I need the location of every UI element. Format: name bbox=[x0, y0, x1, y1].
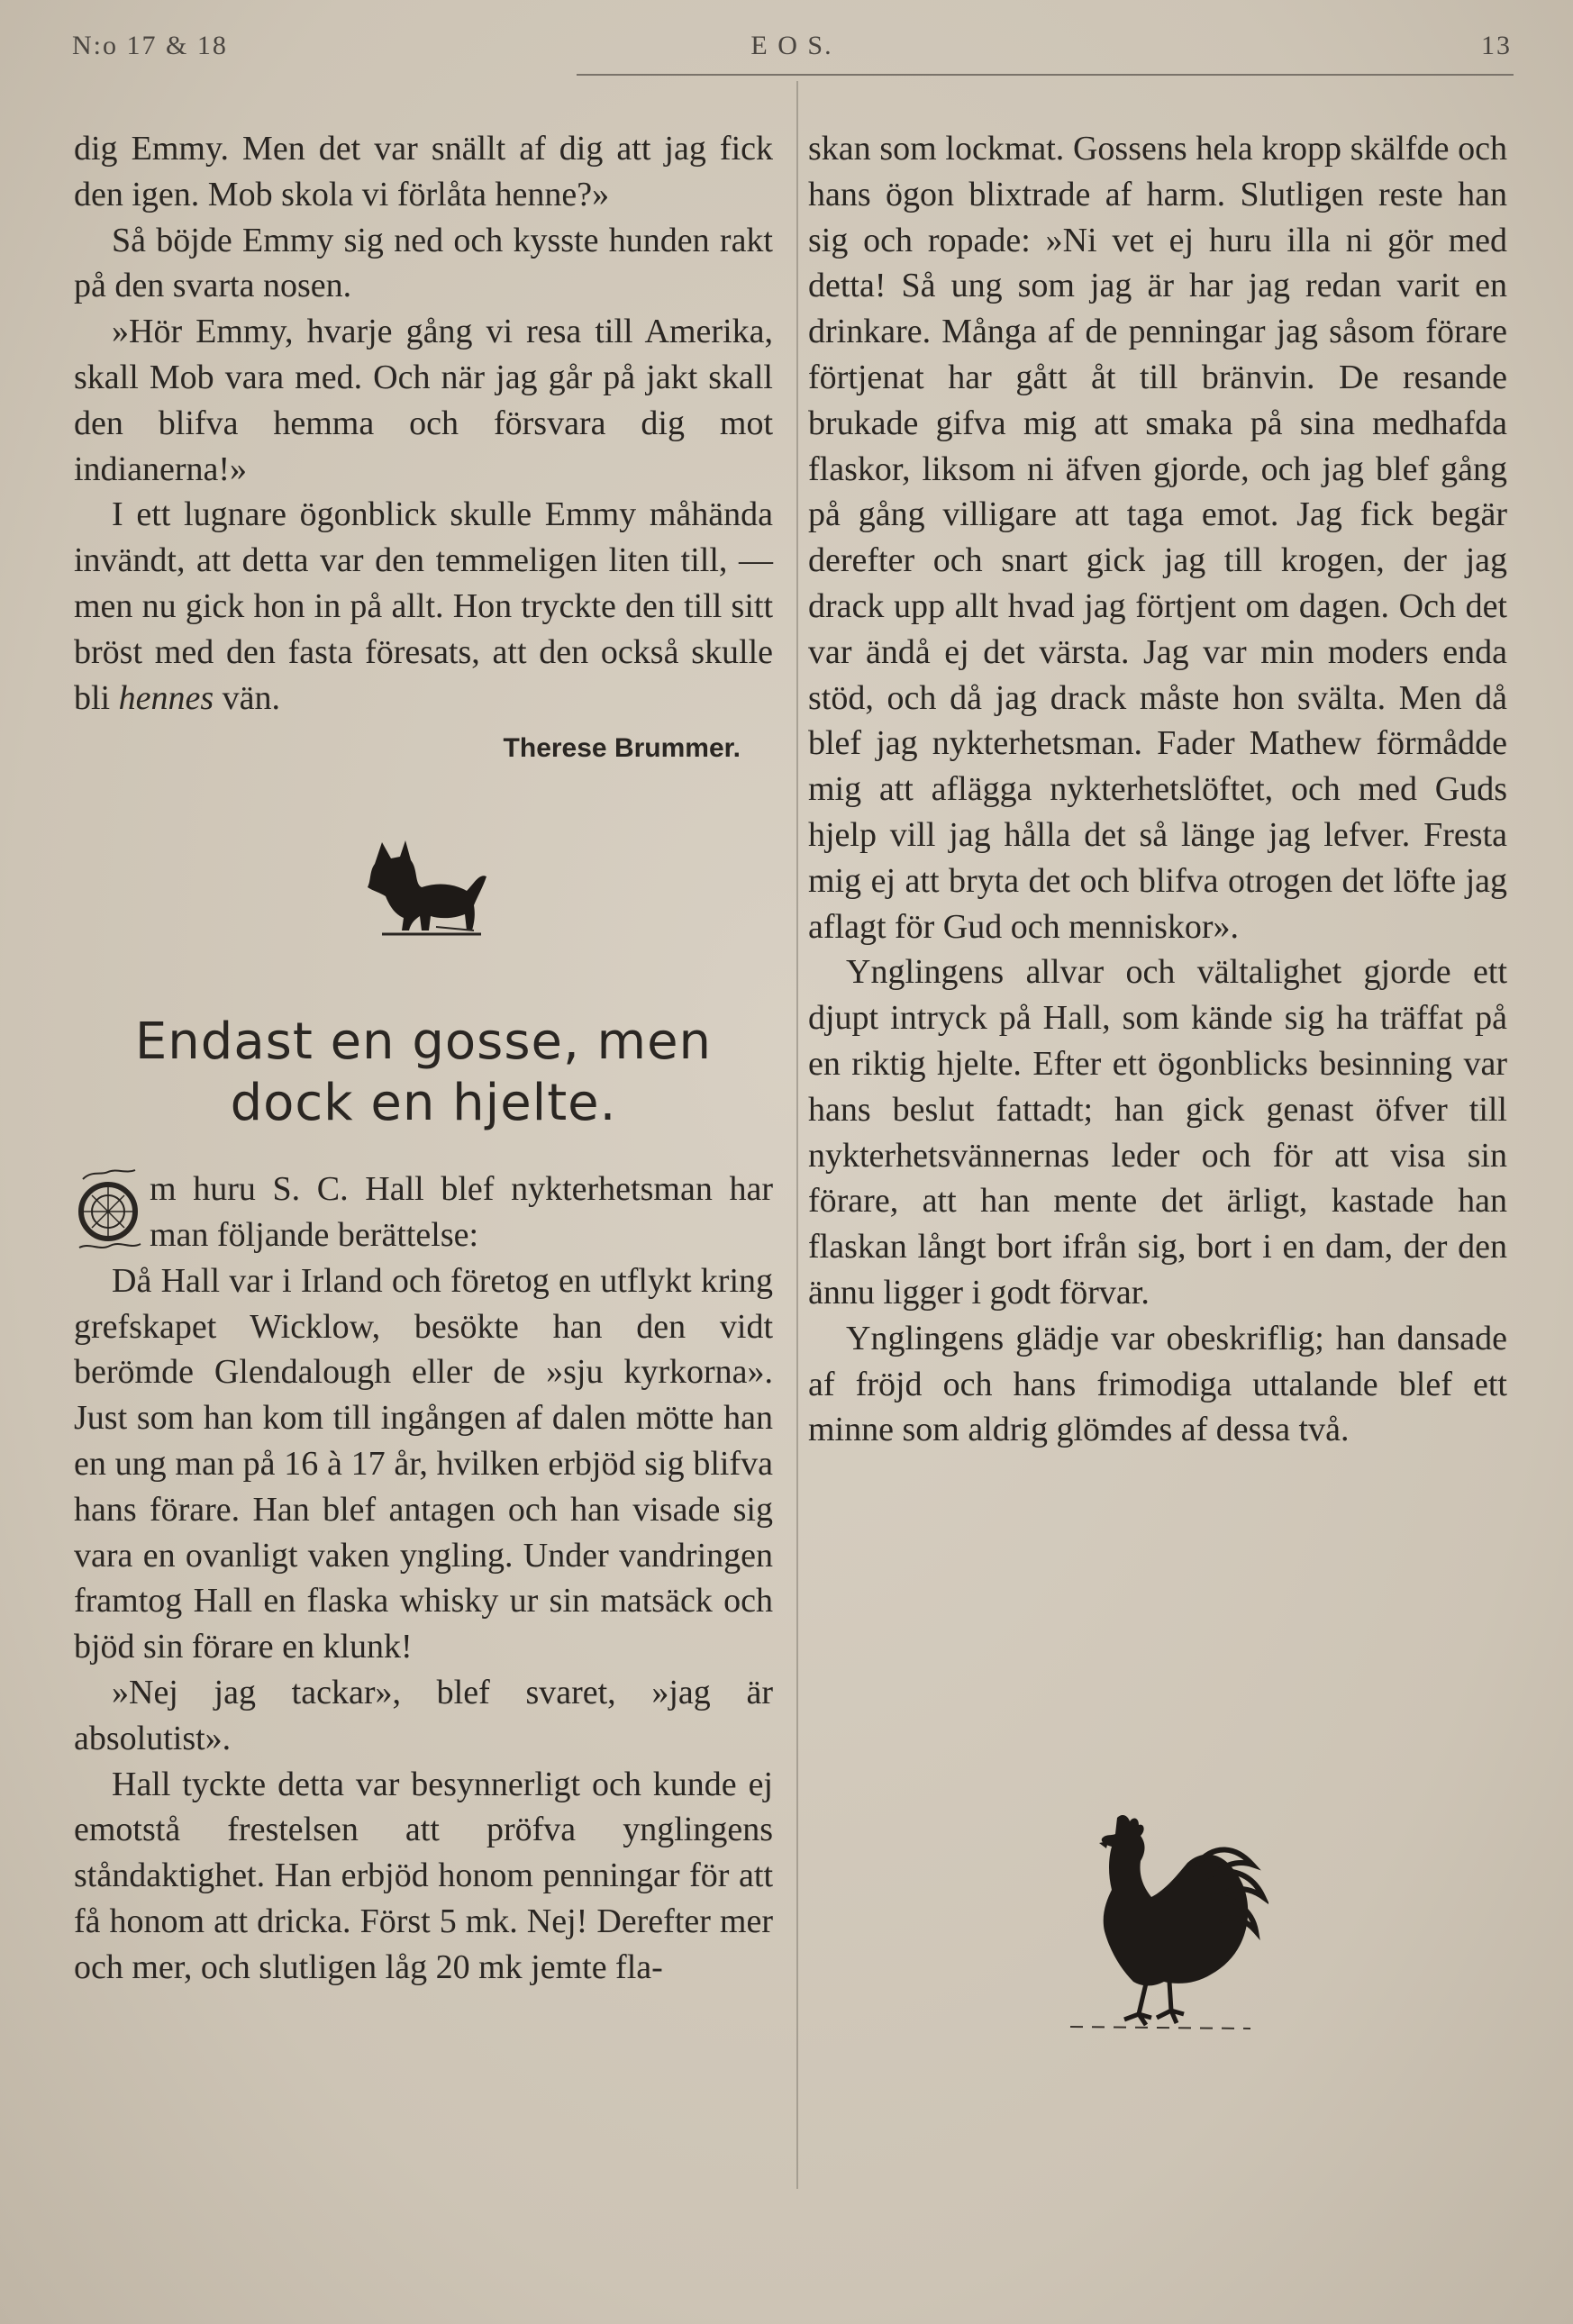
article-paragraph: Ynglingens allvar och vältalighet gjorde ett djupt intryck på Hall, som kände sig ha träffat på en riktig hjelte. Efter ett ögonblicks besinning var hans beslut fattadt; han gick genast öfver till nykterhetsvännernas leder och för att visa sin förare, att han mente det ärligt, kastade han flaskan långt bort ifrån sig, bort i en dam, der den ännu ligger i godt förvar. bbox=[808, 953, 1507, 1312]
article-paragraph-lead bbox=[74, 1167, 773, 1258]
author-signature: Therese Brummer. bbox=[503, 733, 741, 764]
article-paragraph: Ynglingens glädje var obeskriflig; han dansade af fröjd och hans frimodiga uttalande blef ett minne som aldrig glömdes af dessa två. bbox=[808, 1319, 1507, 1449]
journal-name: E O S. bbox=[750, 31, 833, 60]
header-rule bbox=[577, 74, 1514, 76]
dog-illustration bbox=[355, 837, 490, 938]
column-divider bbox=[796, 81, 798, 2189]
emphasis-word: hennes bbox=[118, 678, 214, 717]
page-header bbox=[72, 31, 1512, 76]
article-paragraph: Hall tyckte detta var besynnerligt och kunde ej emotstå frestelsen att pröfva ynglingens ståndaktighet. Han erbjöd honom penningar för att få honom att dricka. Först 5 mk. Nej! Derefter mer och mer, och slutligen låg 20 mk jemte fla- bbox=[74, 1765, 773, 1986]
rooster-illustration bbox=[1052, 1811, 1268, 2040]
issue-number: N:o 17 & 18 bbox=[72, 31, 228, 60]
article-lead-text: m huru S. C. Hall blef nykterhetsman har man följande berättelse: bbox=[150, 1170, 773, 1254]
story-paragraph: I ett lugnare ögonblick skulle Emmy måhända invändt, att detta var den temmeligen liten till, — men nu gick hon in på allt. Hon tryckte den till sitt bröst med den fasta föresats, att den också skulle bli hennes vän. bbox=[74, 495, 773, 717]
article-paragraph: »Nej jag tackar», blef svaret, »jag är absolutist». bbox=[74, 1673, 773, 1757]
article-paragraph: Då Hall var i Irland och företog en utflykt kring grefskapet Wicklow, besökte han den vidt berömde Glendalough eller de »sju kyrkorna». Just som han kom till ingången af dalen mötte han en ung man på 16 à 17 år, hvilken erbjöd sig blifva hans förare. Han blef antagen och han visade sig vara en ovanligt vaken yngling. Under vandringen framtog Hall en flaska whisky ur sin matsäck och bjöd sin förare en klunk! bbox=[74, 1261, 773, 1666]
story-paragraph: dig Emmy. Men det var snällt af dig att jag fick den igen. Mob skola vi förlåta henne?» bbox=[74, 130, 773, 213]
article-paragraph: skan som lockmat. Gossens hela kropp skälfde och hans ögon blixtrade af harm. Slutligen reste han sig och ropade: »Ni vet ej huru illa ni gör med detta! Så ung som jag är har jag redan varit en drinkare. Många af de penningar jag såsom förare förtjenat har gått åt till bränvin. De resande brukade gifva mig att smaka på sina medhafda flaskor, liksom ni äfven gjorde, och jag blef gång på gång villigare att taga emot. Jag fick begär derefter och snart gick jag till krogen, der jag drack upp allt hvad jag förtjent om dagen. Och det var ändå ej det värsta. Jag var min moders enda stöd, och då jag drack måste hon svälta. Men då blef jag nykterhetsman. Fader Mathew förmådde mig att aflägga nykterhetslöftet, och med Guds hjelp vill jag hålla det så länge jag lefver. Fresta mig ej att bryta det och blifva otrogen det löfte jag aflagt för Gud och menniskor». bbox=[808, 130, 1507, 946]
left-column bbox=[74, 126, 773, 1991]
page-number: 13 bbox=[1481, 31, 1512, 60]
story-paragraph: Så böjde Emmy sig ned och kysste hunden rakt på den svarta nosen. bbox=[74, 221, 773, 305]
ornamental-initial-o-icon bbox=[74, 1167, 144, 1257]
story-paragraph: »Hör Emmy, hvarje gång vi resa till Amerika, skall Mob vara med. Och när jag går på jakt skall den blifva hemma och försvara dig mot indianerna!» bbox=[74, 313, 773, 488]
right-column bbox=[808, 126, 1507, 1453]
article-title: Endast en gosse, men dock en hjelte. bbox=[134, 1012, 713, 1133]
